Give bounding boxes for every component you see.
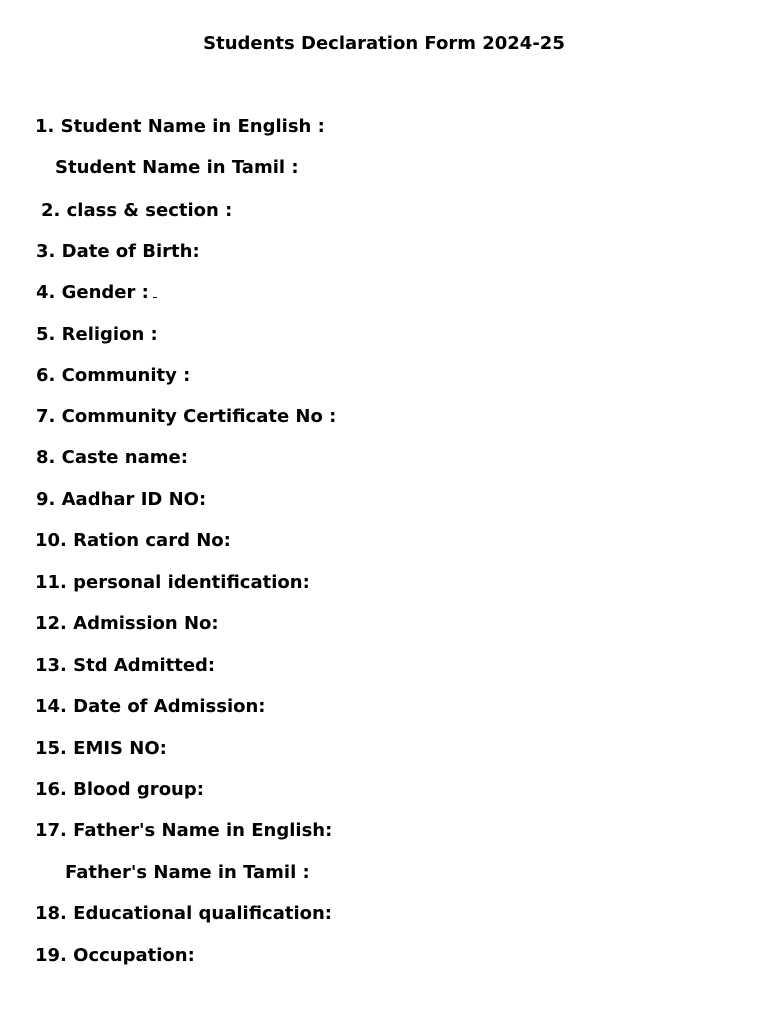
- field-gender: [36, 281, 157, 305]
- field-personal-identification: 11. personal identification:: [35, 572, 310, 593]
- field-religion: 5. Religion :: [36, 324, 158, 345]
- gender-blank-line: [153, 283, 157, 298]
- field-aadhar-id: 9. Aadhar ID NO:: [36, 489, 207, 510]
- field-date-of-admission: 14. Date of Admission:: [35, 696, 266, 717]
- field-class-section: 2. class & section :: [41, 200, 233, 221]
- field-community-certificate-no: 7. Community Certificate No :: [36, 406, 337, 427]
- form-title: Students Declaration Form 2024-25: [203, 33, 565, 54]
- field-father-name-english: 17. Father's Name in English:: [35, 820, 333, 841]
- field-std-admitted: 13. Std Admitted:: [35, 655, 216, 676]
- field-community: 6. Community :: [36, 365, 191, 386]
- field-student-name-tamil: Student Name in Tamil :: [55, 157, 299, 178]
- field-gender-label: 4. Gender :: [36, 282, 149, 303]
- field-caste-name: 8. Caste name:: [36, 447, 188, 468]
- field-ration-card-no: 10. Ration card No:: [35, 530, 231, 551]
- field-father-name-tamil: Father's Name in Tamil :: [65, 862, 310, 883]
- field-date-of-birth: 3. Date of Birth:: [36, 241, 200, 262]
- field-student-name-english: 1. Student Name in English :: [35, 116, 325, 137]
- field-educational-qualification: 18. Educational qualification:: [35, 903, 332, 924]
- field-emis-no: 15. EMIS NO:: [35, 738, 167, 759]
- field-blood-group: 16. Blood group:: [35, 779, 204, 800]
- field-admission-no: 12. Admission No:: [35, 613, 219, 634]
- field-occupation: 19. Occupation:: [35, 945, 195, 966]
